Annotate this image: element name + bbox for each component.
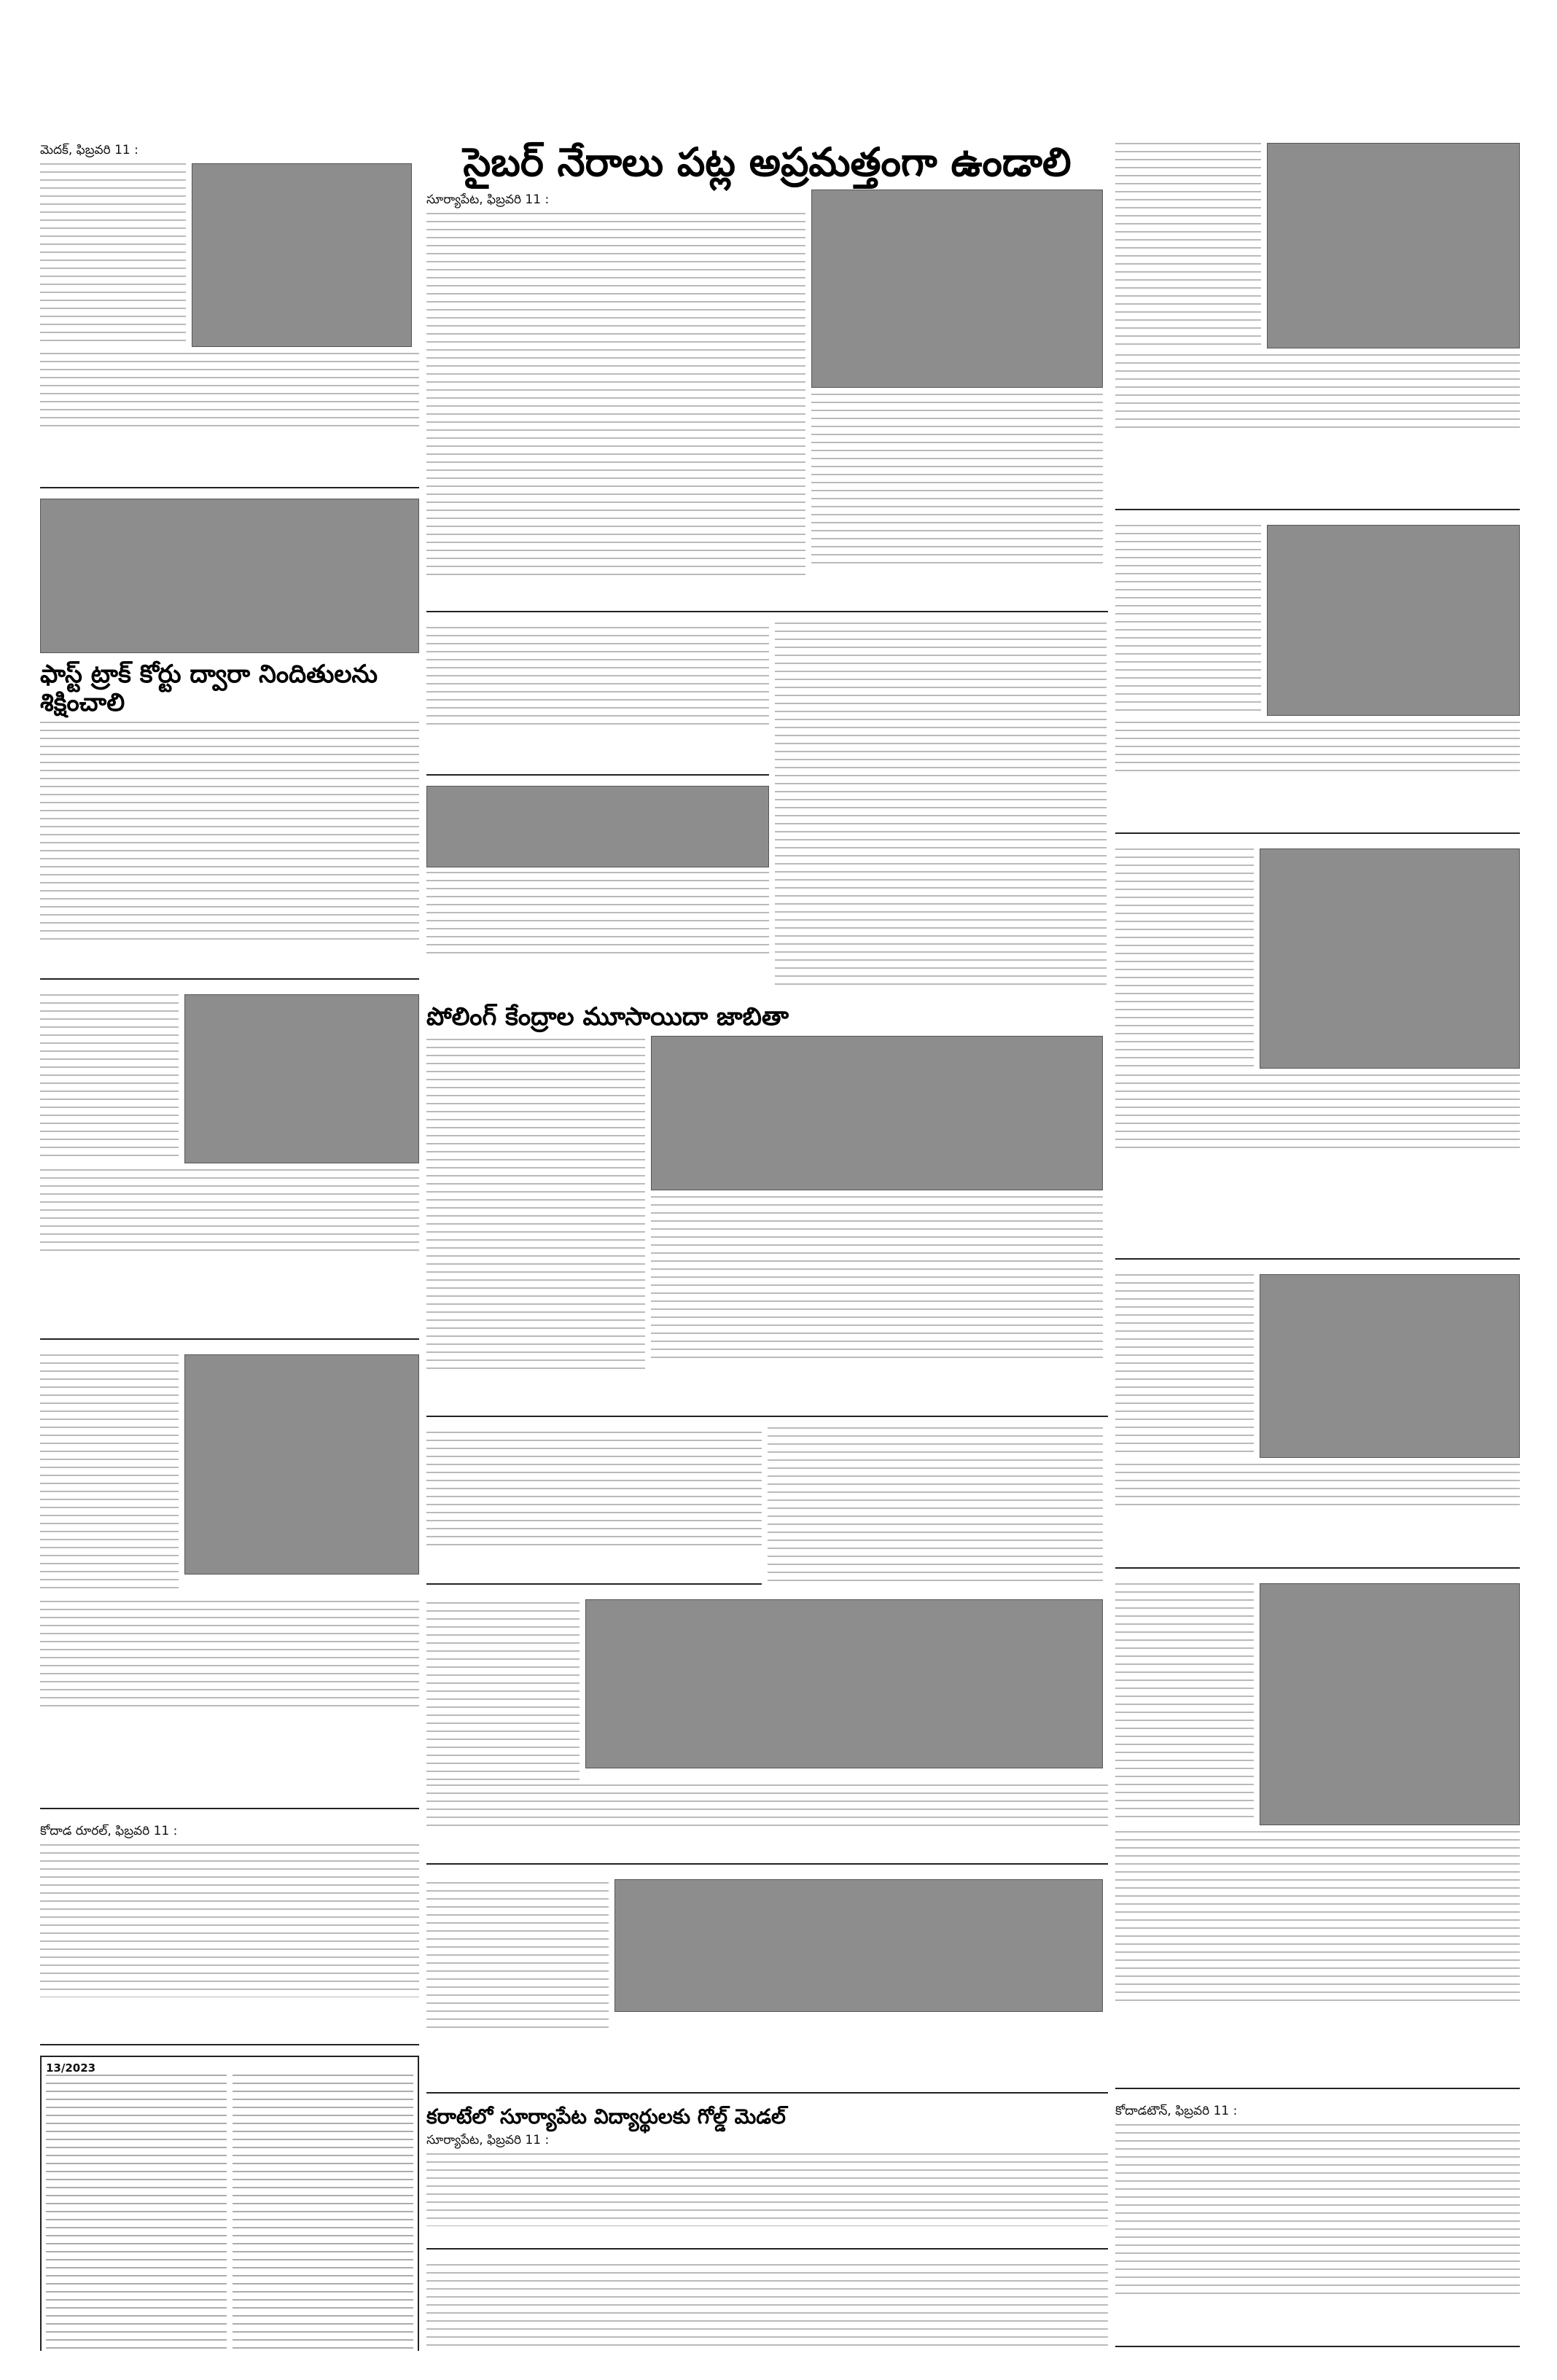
article-body (1115, 1583, 1254, 1824)
photo-caption (40, 653, 419, 659)
article-body (426, 627, 769, 729)
story-illegal-sand (1115, 1270, 1520, 1569)
dateline: సూర్యాపేట, ఫిబ్రవరి 11 : (426, 192, 550, 208)
story-election (426, 786, 769, 1010)
photo (1267, 525, 1520, 716)
dateline: కోదాడ రూరల్, ఫిబ్రవరి 11 : (40, 1824, 178, 1838)
photo (1260, 1274, 1520, 1458)
article-body (1115, 2124, 1520, 2299)
article-body (426, 1602, 580, 1784)
photo-caption (1115, 1825, 1520, 1831)
story-rangarajan (1115, 1579, 1520, 2089)
photo (1267, 143, 1520, 348)
article-body (1115, 1464, 1520, 1507)
article-body (811, 394, 1103, 569)
photo-caption (40, 1595, 419, 1601)
story-lorry-owners (426, 1595, 1108, 1865)
article-body (40, 1601, 419, 1710)
photo-caption (651, 1190, 1103, 1196)
article-body (40, 722, 419, 940)
article-body (426, 1039, 645, 1374)
photo (1260, 1583, 1520, 1825)
article-body (40, 1169, 419, 1257)
article-body (40, 1354, 179, 1595)
article-body (1115, 143, 1261, 347)
article-body (40, 353, 419, 433)
article-body (426, 213, 805, 577)
story-cc-camera (426, 1875, 1108, 2094)
legal-notice (40, 2056, 419, 2351)
headline: పోలింగ్ కేంద్రాల మూసాయిదా జాబితా (426, 1002, 789, 1031)
article-body (1115, 722, 1520, 773)
story-temples (40, 990, 419, 1340)
photo (811, 190, 1103, 388)
article-body (426, 1882, 609, 2028)
article-body (426, 2264, 1108, 2351)
headline: కరాటేలో సూర్యాపేట విద్యార్థులకు గోల్డ్ మెడల్ (426, 2104, 786, 2129)
headline: ఫాస్ట్ ట్రాక్ కోర్టు ద్వారా నిందితులను శిక్షించాలి (40, 660, 378, 718)
column-right (1115, 138, 1520, 2351)
lead-headline: సైబర్ నేరాలు పట్ల అప్రమత్తంగా ఉండాలి (463, 139, 1072, 185)
article-body (775, 623, 1107, 987)
article-body (40, 994, 179, 1162)
photo (1260, 848, 1520, 1069)
dateline: కోదాడటౌన్, ఫిబ్రవరి 11 : (1115, 2104, 1238, 2118)
notice-number: 13/2023 (46, 2061, 96, 2075)
photo-caption (811, 388, 1103, 394)
story-booth (426, 1427, 762, 1585)
article-body (426, 872, 769, 959)
photo (585, 1599, 1103, 1768)
story-fast-track-court (40, 499, 419, 980)
article-body (1115, 1831, 1520, 2006)
photo (651, 1036, 1103, 1190)
article-body (651, 1196, 1103, 1364)
story-gurudwara (426, 2260, 1108, 2351)
photo-caption (614, 2012, 1103, 2018)
article-body (426, 2153, 1108, 2226)
article-body (1115, 1074, 1520, 1155)
article-body (1115, 354, 1520, 434)
column-left (40, 138, 419, 2351)
story-mla-rajashekar (1115, 520, 1520, 834)
story-lab-report (426, 623, 769, 776)
notice-body (46, 2075, 227, 2351)
photo (426, 786, 769, 867)
notice-body (233, 2075, 413, 2351)
photo (184, 994, 419, 1163)
column-middle (426, 138, 1108, 2351)
photo-caption (1115, 716, 1520, 722)
story-medical-staff (40, 138, 419, 488)
story-jatara (1115, 844, 1520, 1260)
story-karate (426, 2104, 1108, 2250)
photo (40, 499, 419, 653)
photo-caption (1115, 1458, 1520, 1464)
article-body (426, 1784, 1108, 1828)
article-body (40, 163, 186, 346)
dateline: సూర్యాపేట, ఫిబ్రవరి 11 : (426, 2133, 550, 2148)
article-body (40, 1844, 419, 1997)
photo-caption (1115, 348, 1520, 354)
story-polling-stations (426, 1002, 1108, 1417)
story-cyber-crime (426, 138, 1108, 612)
story-students-talent (1115, 2099, 1520, 2347)
article-body (768, 1427, 1103, 1588)
photo-caption (1115, 1069, 1520, 1074)
article-body (1115, 525, 1261, 714)
story-guarantees (40, 1819, 419, 2045)
photo (192, 163, 412, 347)
article-body (1115, 1274, 1254, 1456)
photo (614, 1879, 1103, 2012)
photo (184, 1354, 419, 1575)
dateline: మెదక్, ఫిబ్రవరి 11 : (40, 143, 138, 157)
article-body (426, 1432, 762, 1548)
photo-caption (40, 1163, 419, 1169)
article-body (1115, 848, 1254, 1067)
photo-caption (585, 1768, 1103, 1774)
photo-caption (40, 347, 419, 353)
story-sports-doctor (40, 1350, 419, 1809)
story-brs-residents (1115, 138, 1520, 510)
